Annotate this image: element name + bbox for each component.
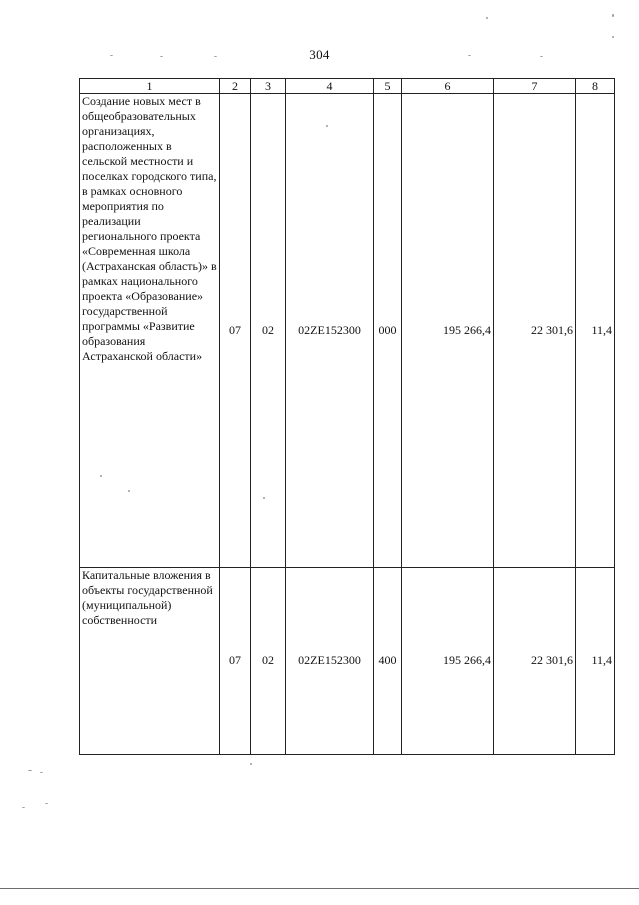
subsection-code: 02 [251, 567, 286, 754]
scan-speck [326, 125, 328, 127]
page-bottom-edge [0, 888, 639, 889]
scan-speck [160, 56, 163, 57]
scan-speck [22, 807, 25, 808]
scan-speck [612, 14, 614, 17]
column-header: 1 [80, 79, 220, 94]
expense-name: Создание новых мест в общеобразовательных организациях, расположенных в сельской местности и поселках городского типа, в рамках основного мероприятия по реализации регионального проекта «Современная школа (Астраханская область)» в рамках национального проекта «Образование» государственной программы «Развитие образования Астраханской области» [82, 94, 217, 364]
column-number-row [80, 79, 615, 94]
column-header: 4 [286, 79, 374, 94]
scan-speck [468, 55, 471, 56]
actual-amount: 22 301,6 [494, 567, 576, 754]
page-number: 304 [309, 47, 330, 62]
scan-speck [110, 55, 113, 56]
scan-speck [28, 770, 32, 771]
section-code: 07 [220, 94, 251, 568]
execution-percent: 11,4 [576, 567, 615, 754]
expense-name-cell [80, 567, 220, 754]
budget-table [79, 78, 615, 755]
scan-speck [100, 475, 102, 477]
scan-speck [45, 803, 48, 804]
scan-speck [128, 490, 130, 492]
scan-speck [263, 497, 265, 499]
target-article-code: 02ZE152300 [286, 567, 374, 754]
planned-amount: 195 266,4 [402, 567, 494, 754]
table-row [80, 94, 615, 568]
column-header: 8 [576, 79, 615, 94]
expense-type-code: 400 [374, 567, 402, 754]
column-header: 7 [494, 79, 576, 94]
expense-name-cell [80, 94, 220, 568]
scan-speck [250, 763, 252, 765]
column-header: 6 [402, 79, 494, 94]
scan-speck [486, 17, 488, 19]
scan-speck [540, 56, 543, 57]
scan-speck [214, 56, 217, 57]
subsection-code: 02 [251, 94, 286, 568]
column-header: 5 [374, 79, 402, 94]
scan-speck [612, 36, 614, 38]
section-code: 07 [220, 567, 251, 754]
target-article-code: 02ZE152300 [286, 94, 374, 568]
expense-type-code: 000 [374, 94, 402, 568]
column-header: 2 [220, 79, 251, 94]
execution-percent: 11,4 [576, 94, 615, 568]
expense-name: Капитальные вложения в объекты государственной (муниципальной) собственности [82, 567, 213, 627]
actual-amount: 22 301,6 [494, 94, 576, 568]
table-row [80, 567, 615, 754]
scan-speck [40, 772, 43, 773]
planned-amount: 195 266,4 [402, 94, 494, 568]
column-header: 3 [251, 79, 286, 94]
